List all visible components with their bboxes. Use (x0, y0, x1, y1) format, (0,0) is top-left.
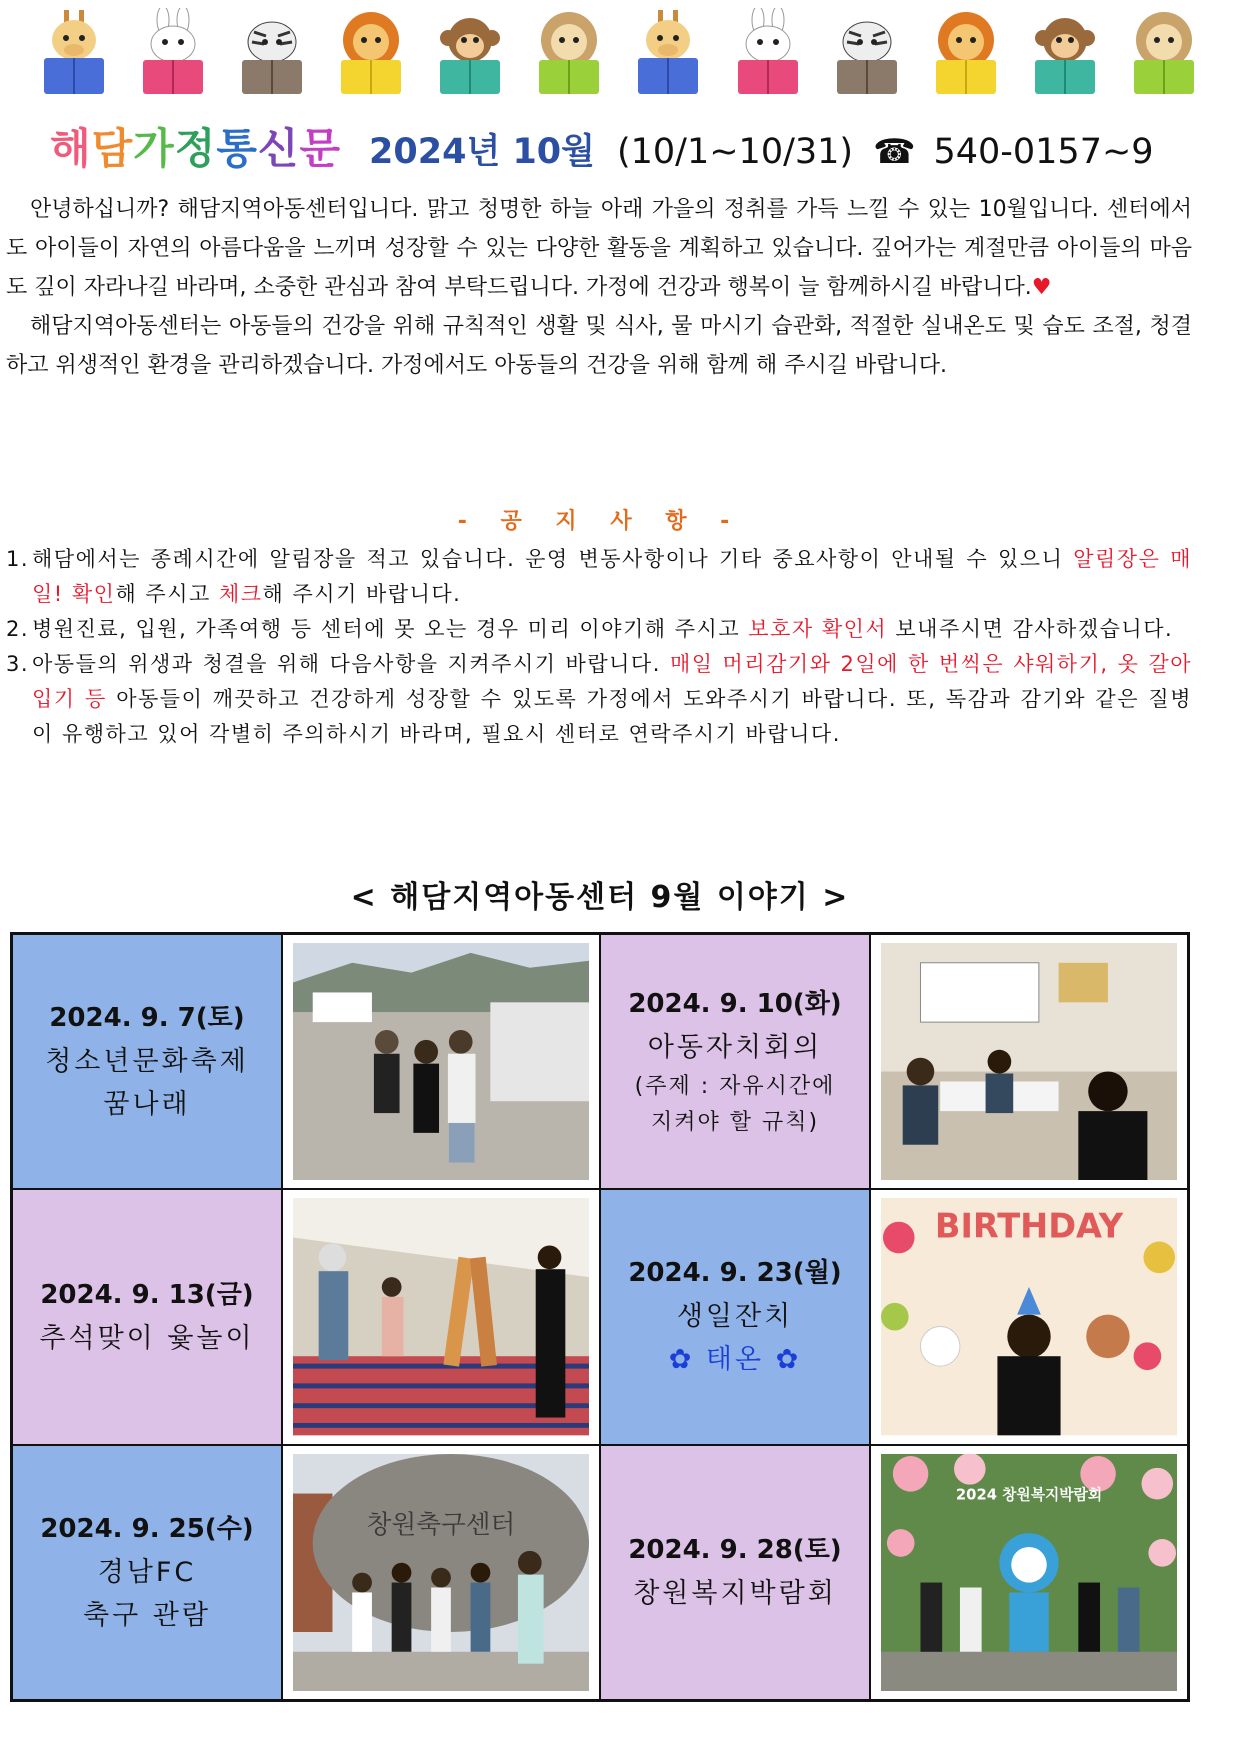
event-cell-sep28 (600, 1445, 870, 1700)
giraffe-reading-icon (628, 8, 708, 100)
notice-plain: 아동들이 깨끗하고 건강하게 성장할 수 있도록 가정에서 도와주시기 바랍니다. 또, 독감과 감기와 같은 질병이 유행하고 있어 각별히 주의하시기 바라며, 필요시 센터로 연락주시기 바랍니다. (32, 687, 1192, 746)
event-cell-sep25 (12, 1445, 282, 1700)
newsletter-title-row (50, 116, 1154, 176)
notice-number: 1. (6, 547, 30, 571)
notice-plain: 보내주시면 감사하겠습니다. (887, 617, 1174, 641)
title-char: 정 (174, 124, 217, 173)
notice-text (32, 542, 1192, 612)
notice-plain: 해담에서는 종례시간에 알림장을 적고 있습니다. 운영 변동사항이나 기타 중요사항이 안내될 수 있으니 (32, 547, 1074, 571)
notice-item (6, 612, 1192, 647)
telephone-icon: ☎ (873, 132, 916, 172)
birthday-child-name: ✿ 태온 ✿ (668, 1344, 802, 1376)
event-date: 2024. 9. 23(월) (628, 1258, 842, 1289)
event-title: 생일잔치 (676, 1301, 794, 1333)
header-animal-row (34, 8, 1204, 100)
event-cell-sep23 (600, 1189, 870, 1444)
notice-text (32, 647, 1192, 752)
heart-icon: ♥ (1031, 275, 1052, 300)
notice-plain: 해 주시고 (115, 582, 219, 606)
notice-number: 2. (6, 617, 30, 641)
rabbit-reading-icon (133, 8, 213, 100)
zebra-reading-icon (232, 8, 312, 100)
birthday-photo (881, 1198, 1177, 1435)
intro-paragraph-1 (6, 190, 1192, 307)
photo-cell (870, 934, 1188, 1189)
event-title: 아동자치회의 (647, 1031, 823, 1063)
expo-banner-text: 2024 창원복지박람회 (955, 1486, 1103, 1504)
notice-plain: 병원진료, 입원, 가족여행 등 센터에 못 오는 경우 미리 이야기해 주시고 (32, 617, 749, 641)
rabbit-reading-icon (728, 8, 808, 100)
event-title: 청소년문화축제 (45, 1046, 249, 1078)
photo-cell (282, 934, 600, 1189)
welfare-expo-photo (881, 1454, 1177, 1691)
photo-cell (282, 1445, 600, 1700)
lion-reading-icon (926, 8, 1006, 100)
event-title: 추석맞이 윷놀이 (39, 1322, 255, 1354)
photo-cell (870, 1189, 1188, 1444)
event-title-2: 축구 관람 (83, 1599, 211, 1631)
notice-plain: 해 주시기 바랍니다. (262, 582, 462, 606)
notice-highlight: 매일 머리감기와 2일에 한 번씩은 샤워하기, 옷 갈아입기 등 (32, 652, 1193, 711)
event-topic-2: 지켜야 할 규칙) (650, 1109, 820, 1135)
title-char: 가 (133, 124, 175, 173)
notice-item (6, 542, 1192, 612)
title-char: 담 (91, 124, 134, 173)
giraffe-reading-icon (34, 8, 114, 100)
event-date: 2024. 9. 10(화) (628, 988, 842, 1019)
title-char: 문 (299, 124, 342, 173)
newsletter-title (50, 116, 341, 176)
festival-photo (293, 943, 589, 1180)
photo-cell (870, 1445, 1188, 1700)
lion-reading-icon (331, 8, 411, 100)
intro-p1-text: 안녕하십니까? 해담지역아동센터입니다. 맑고 청명한 하늘 아래 가을의 정취를 가득 느낄 수 있는 10월입니다. 센터에서도 아이들이 자연의 아름다움을 느끼며 성장할 수 있는 다양한 활동을 계획하고 있습니다. 깊어가는 계절만큼 아이들의 마음도 깊이 자라나길 바라며, 소중한 관심과 참여 부탁드립니다. 가정에 건강과 행복이 늘 함께하시길 바랍니다. (6, 197, 1192, 300)
event-date: 2024. 9. 28(토) (628, 1535, 842, 1566)
event-title: 경남FC (97, 1556, 197, 1588)
title-char: 신 (257, 124, 300, 173)
notice-highlight: 체크 (218, 582, 263, 606)
monkey-reading-icon (1025, 8, 1105, 100)
intro-text (6, 190, 1192, 385)
lion-reading-icon (1124, 8, 1204, 100)
notice-number: 3. (6, 652, 30, 676)
notice-highlight: 보호자 확인서 (748, 617, 888, 641)
rock-engraving-text: 창원축구센터 (366, 1509, 516, 1540)
event-topic: (주제 : 자유시간에 (634, 1073, 836, 1099)
event-title-2: 꿈나래 (103, 1089, 191, 1121)
event-title: 창원복지박람회 (633, 1578, 837, 1610)
event-cell-sep10 (600, 934, 870, 1189)
activity-table (10, 932, 1190, 1702)
birthday-banner-text: BIRTHDAY (934, 1206, 1124, 1246)
event-date: 2024. 9. 7(토) (49, 1003, 245, 1034)
event-date: 2024. 9. 25(수) (40, 1513, 254, 1544)
event-cell-sep7 (12, 934, 282, 1189)
classroom-photo (881, 943, 1177, 1180)
notice-plain: 아동들의 위생과 청결을 위해 다음사항을 지켜주시기 바랍니다. (32, 652, 670, 676)
title-char: 해 (50, 124, 92, 173)
lion-reading-icon (529, 8, 609, 100)
photo-cell (282, 1189, 600, 1444)
zebra-reading-icon (827, 8, 907, 100)
notice-text (32, 612, 1192, 647)
soccer-center-photo (293, 1454, 589, 1691)
notice-item (6, 647, 1192, 752)
issue-range: (10/1~10/31) (616, 132, 854, 172)
yutnori-photo (293, 1198, 589, 1435)
intro-paragraph-2: 해담지역아동센터는 아동들의 건강을 위해 규칙적인 생활 및 식사, 물 마시기 습관화, 적절한 실내온도 및 습도 조절, 청결하고 위생적인 환경을 관리하겠습니다. 가정에서도 아동들의 건강을 위해 함께 해 주시길 바랍니다. (6, 314, 1192, 378)
story-title: < 해담지역아동센터 9월 이야기 > (350, 880, 850, 915)
issue-date: 2024년 10월 (369, 132, 595, 172)
title-char: 통 (216, 124, 258, 173)
phone-number: 540-0157~9 (933, 132, 1154, 172)
notice-highlight: 알림장은 매일! 확인 (32, 547, 1193, 606)
notice-list (6, 542, 1192, 752)
event-date: 2024. 9. 13(금) (40, 1279, 254, 1310)
notice-title: - 공 지 사 항 - (457, 509, 743, 534)
event-cell-sep13 (12, 1189, 282, 1444)
monkey-reading-icon (430, 8, 510, 100)
